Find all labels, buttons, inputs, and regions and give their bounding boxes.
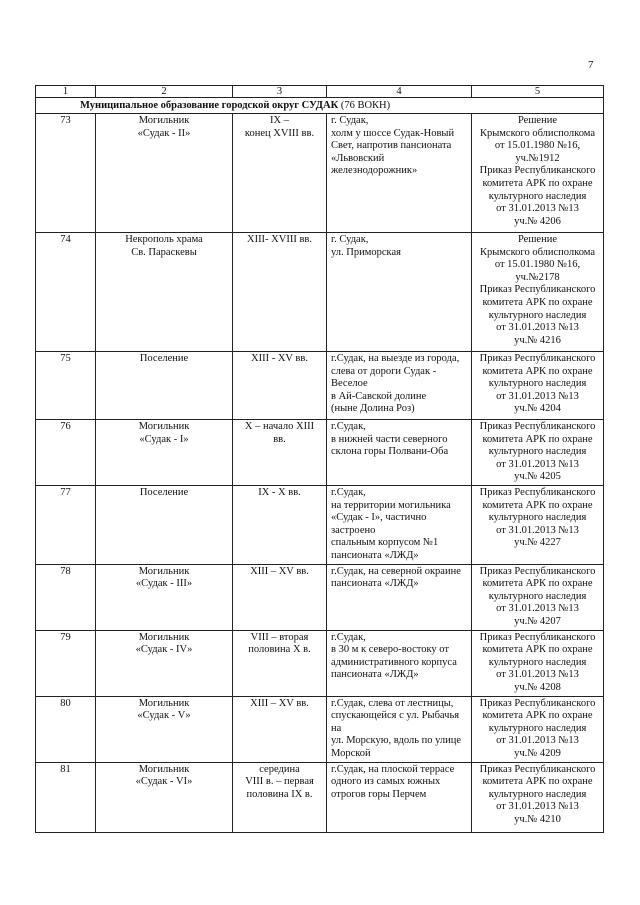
protection-decision-line: Решение [517,115,557,126]
monument-location-line: г.Судак, [331,421,366,432]
monument-name-line: «Судак - III» [135,578,193,590]
monument-period-line: половина IX в. [246,788,313,800]
table-row [36,762,604,832]
protection-decision-line: от 31.01.2013 №13 [496,669,579,681]
monument-name-line: Св. Параскевы [131,246,197,258]
protection-decision [472,420,604,486]
monument-location-line: «Судак - I», частично застроено [331,512,427,536]
protection-decision-line: уч.№ 4216 [514,334,561,346]
protection-decision-line: Приказ Республиканского [479,763,596,775]
monument-period [233,114,327,233]
protection-decision [472,486,604,565]
protection-decision-line: культурного наследия [488,722,587,734]
table-row [36,233,604,352]
monument-name-line: Могильник [138,565,190,577]
column-number: 2 [96,86,233,98]
monument-location-line: Свет, напротив пансионата [331,140,452,152]
monument-location-line: ул. Морскую, вдоль по улице [331,735,462,747]
protection-decision-line: комитета АРК по охране [482,365,593,377]
protection-decision-line: от 31.01.2013 №13 [496,524,579,536]
protection-decision [472,114,604,233]
monument-location [327,486,472,565]
table-row [36,486,604,565]
protection-decision-line: культурного наследия [488,788,587,800]
monument-period-line: X – начало XIII [244,421,315,432]
monument-location [327,564,472,630]
monument-location [327,114,472,233]
protection-decision-line: комитета АРК по охране [482,644,593,656]
protection-decision-line: комитета АРК по охране [482,776,593,788]
protection-decision-line: Крымского облисполкома [479,127,596,139]
protection-decision [472,233,604,352]
protection-decision-line: от 31.01.2013 №13 [496,390,579,402]
protection-decision-line: культурного наследия [488,512,587,524]
monument-period [233,486,327,565]
monument-location-line: спальным корпусом №1 [331,537,439,549]
monument-name-line: «Судак - I» [139,433,189,445]
monument-name-line: «Судак - IV» [135,644,193,656]
protection-decision-line: уч.№ 4227 [514,537,561,549]
protection-decision [472,762,604,832]
monument-location-line: в Ай-Савской долине [331,390,427,402]
monument-period-line: IX – [270,115,289,126]
protection-decision-line: культурного наследия [488,190,587,202]
monument-period [233,420,327,486]
monument-name-line: Могильник [138,115,190,126]
protection-decision-line: Приказ Республиканского [479,284,596,296]
protection-decision-line: Приказ Республиканского [479,631,596,643]
record-number: 78 [36,564,96,630]
column-number: 5 [472,86,604,98]
protection-decision-line: культурного наследия [488,656,587,668]
monument-location-line: склона горы Полвани-Оба [331,446,449,458]
protection-decision-line: комитета АРК по охране [482,177,593,189]
monument-period-line: XIII - XV вв. [251,353,308,364]
protection-decision-line: уч.№ 4208 [514,681,561,693]
protection-decision-line: от 31.01.2013 №13 [496,203,579,215]
monument-location [327,762,472,832]
table-row [36,630,604,696]
protection-decision-line: уч.№ 4204 [514,403,561,415]
monument-name-line: Поселение [139,353,189,364]
monument-location-line: пансионата «ЛЖД» [331,549,419,561]
page-number: 7 [588,59,594,71]
monument-period [233,352,327,420]
monument-name [96,352,233,420]
monument-name-line: Могильник [138,631,190,643]
protection-decision-line: комитета АРК по охране [482,296,593,308]
protection-decision [472,630,604,696]
protection-decision [472,696,604,762]
monument-location-line: одного из самых южных [331,776,441,788]
section-note: (76 ВОКН) [340,100,391,111]
monument-period [233,762,327,832]
monument-location-line: (ныне Долина Роз) [331,403,415,415]
protection-decision-line: от 31.01.2013 №13 [496,801,579,813]
column-number: 4 [327,86,472,98]
protection-decision-line: Крымского облисполкома [479,246,596,258]
record-number: 81 [36,762,96,832]
record-number: 76 [36,420,96,486]
monument-name [96,486,233,565]
protection-decision-line: уч.№ 4207 [514,615,561,627]
protection-decision-line: Приказ Республиканского [479,165,596,177]
monument-name-line: Могильник [138,697,190,709]
record-number: 80 [36,696,96,762]
monument-location-line: ул. Приморская [331,246,401,258]
monument-period [233,564,327,630]
protection-decision-line: уч.№ 4210 [514,813,561,825]
monument-location-line: в 30 м к северо-востоку от [331,644,449,656]
protection-decision-line: от 31.01.2013 №13 [496,603,579,615]
protection-decision-line: от 15.01.1980 №16, [494,140,581,152]
protection-decision-line: комитета АРК по охране [482,710,593,722]
record-number: 74 [36,233,96,352]
monument-period-line: XIII – XV вв. [250,565,309,577]
monuments-table [35,85,604,833]
monument-period-line: IX - X вв. [258,487,301,498]
monument-location-line: г.Судак, на выезде из города, [331,353,460,364]
monument-name [96,630,233,696]
monument-period-line: XIII- XVIII вв. [246,234,312,245]
monument-name-line: «Судак - II» [137,127,191,139]
protection-decision-line: Приказ Республиканского [479,421,596,432]
protection-decision-line: уч.№2178 [515,271,560,283]
protection-decision-line: комитета АРК по охране [482,499,593,511]
monument-name-line: Поселение [139,487,189,498]
protection-decision-line: Приказ Республиканского [479,565,596,577]
protection-decision-line: культурного наследия [488,378,587,390]
column-number-row [36,86,604,98]
monument-location-line: г.Судак, [331,487,366,498]
monument-location-line: отрогов горы Перчем [331,788,427,800]
monument-location-line: холм у шоссе Судак-Новый [331,127,455,139]
monument-period-line: XIII – XV вв. [250,697,309,709]
protection-decision-line: Приказ Республиканского [479,353,596,364]
monument-period-line: середина [259,763,300,775]
protection-decision-line: Приказ Республиканского [479,697,596,709]
protection-decision-line: комитета АРК по охране [482,578,593,590]
table-row [36,114,604,233]
monument-period-line: VIII – вторая [250,631,309,643]
monument-name-line: «Судак - V» [137,710,191,722]
protection-decision-line: от 31.01.2013 №13 [496,735,579,747]
monument-location-line: в нижней части северного [331,433,448,445]
monument-name [96,762,233,832]
monument-location-line: г. Судак, [331,234,369,245]
column-number: 1 [36,86,96,98]
monument-period [233,233,327,352]
protection-decision [472,564,604,630]
monument-name-line: Некрополь храма [125,234,203,245]
monument-location-line: г.Судак, слева от лестницы, [331,697,454,709]
monument-location-line: г.Судак, [331,631,366,643]
monument-location [327,352,472,420]
monument-location [327,233,472,352]
record-number: 79 [36,630,96,696]
protection-decision-line: культурного наследия [488,446,587,458]
protection-decision-line: уч.№1912 [515,152,560,164]
monument-location-line: г.Судак, на плоской террасе [331,763,455,775]
monument-location-line: пансионата «ЛЖД» [331,669,419,681]
table-row [36,696,604,762]
monument-name [96,564,233,630]
table-row [36,352,604,420]
monument-name-line: Могильник [138,763,190,775]
record-number: 73 [36,114,96,233]
protection-decision-line: от 15.01.1980 №16, [494,259,581,271]
protection-decision [472,352,604,420]
protection-decision-line: от 31.01.2013 №13 [496,322,579,334]
section-title [36,98,604,114]
protection-decision-line: комитета АРК по охране [482,433,593,445]
protection-decision-line: культурного наследия [488,590,587,602]
monument-location-line: на территории могильника [331,499,451,511]
monument-name [96,696,233,762]
monument-location-line: г.Судак, на северной окраине [331,565,461,577]
monument-location-line: административного корпуса [331,656,457,668]
monument-location-line: г. Судак, [331,115,369,126]
monument-name [96,114,233,233]
monument-period-line: вв. [273,433,286,445]
protection-decision-line: культурного наследия [488,309,587,321]
monument-location-line: пансионата «ЛЖД» [331,578,419,590]
record-number: 75 [36,352,96,420]
monument-location [327,630,472,696]
section-row [36,98,604,114]
monument-name [96,233,233,352]
protection-decision-line: уч.№ 4209 [514,747,561,759]
column-number: 3 [233,86,327,98]
protection-decision-line: уч.№ 4206 [514,215,561,227]
protection-decision-line: от 31.01.2013 №13 [496,458,579,470]
monument-name-line: «Судак - VI» [135,776,193,788]
monument-location [327,696,472,762]
record-number: 77 [36,486,96,565]
table-row [36,564,604,630]
monument-name-line: Могильник [138,421,190,432]
protection-decision-line: уч.№ 4205 [514,471,561,483]
monument-name [96,420,233,486]
monument-location-line: «Львовский железнодорожник» [331,152,418,177]
monument-period [233,630,327,696]
table-row [36,420,604,486]
monument-location-line: слева от дороги Судак - Веселое [331,365,437,390]
monument-location-line: Морской [331,747,371,759]
protection-decision-line: Приказ Республиканского [479,487,596,498]
monument-location-line: спускающейся с ул. Рыбачья на [331,710,460,734]
monument-period-line: VIII в. – первая [245,776,314,788]
monument-location [327,420,472,486]
monument-period-line: конец XVIII вв. [244,127,315,139]
monument-period-line: половина X в. [248,644,311,656]
section-name: Муниципальное образование городской округ СУДАК [80,100,339,111]
monument-period [233,696,327,762]
protection-decision-line: Решение [517,234,557,245]
